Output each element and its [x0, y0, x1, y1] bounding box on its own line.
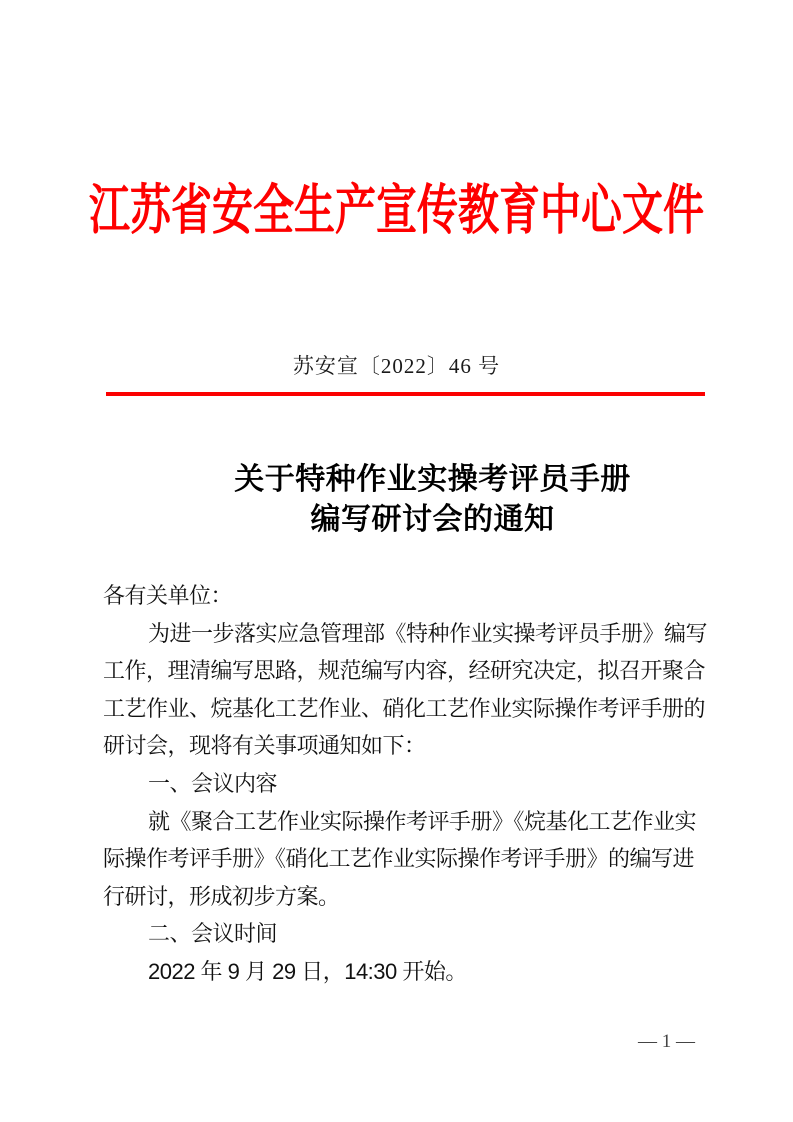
- red-divider-rule: [106, 392, 705, 396]
- body-line: 一、会议内容: [148, 770, 278, 796]
- body-line: 就《聚合工艺作业实际操作考评手册》《烷基化工艺作业实: [148, 808, 697, 834]
- notice-title: [36, 460, 793, 540]
- page-number: — 1 —: [638, 1031, 695, 1052]
- body-line: 2022 年 9 月 29 日，14:30 开始。: [148, 958, 467, 984]
- body-line: 际操作考评手册》《硝化工艺作业实际操作考评手册》的编写进: [103, 846, 695, 872]
- notice-title-line1: 关于特种作业实操考评员手册: [234, 463, 631, 496]
- body-line: 研讨会，现将有关事项通知如下：: [103, 733, 426, 759]
- notice-title-line2: 编写研讨会的通知: [310, 503, 555, 536]
- body-line: 为进一步落实应急管理部《特种作业实操考评员手册》编写: [148, 620, 708, 646]
- document-number: 苏安宣〔2022〕46 号: [292, 354, 501, 378]
- body-line: 行研讨，形成初步方案。: [103, 883, 340, 909]
- body-line: 工作，理清编写思路，规范编写内容，经研究决定，拟召开聚合: [103, 658, 706, 684]
- body-line: 二、会议时间: [148, 921, 278, 947]
- body-line: 各有关单位：: [103, 583, 233, 608]
- body-line: 工艺作业、烷基化工艺作业、硝化工艺作业实际操作考评手册的: [103, 695, 706, 721]
- letterhead-title: 江苏省安全生产宣传教育中心文件: [89, 179, 704, 241]
- body-lines: [103, 577, 709, 991]
